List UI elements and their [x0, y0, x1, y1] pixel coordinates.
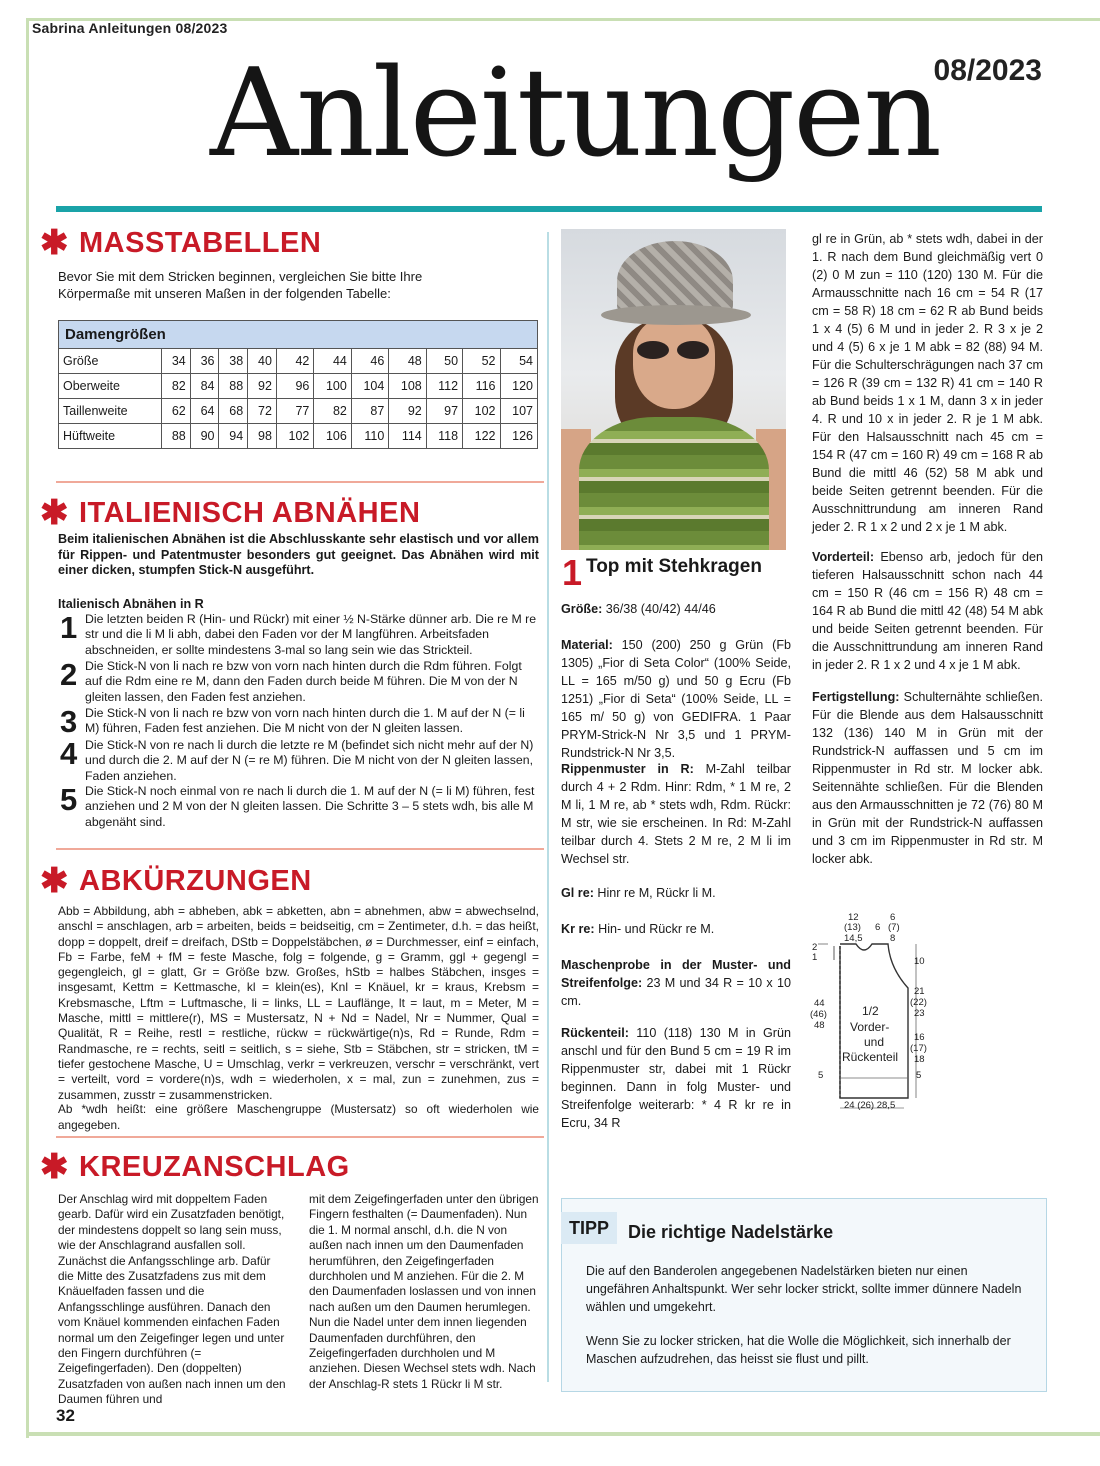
- size-table-cell: 44: [314, 349, 351, 374]
- size-table-cell: 120: [500, 374, 538, 399]
- size-table-cell: 94: [219, 424, 248, 449]
- maschenprobe-text: Maschenprobe in der Muster- und Streifenfolge: 23 M und 34 R = 10 x 10 cm.: [561, 958, 792, 1008]
- size-table-row: [59, 399, 538, 424]
- abnaehen-step: 4 Die Stick-N von re nach li durch die letzte re M (befindet sich nicht mehr auf der N) und durch die 2. M auf der N (= re M) führen. Die M nicht von der N gleiten lassen, Faden anziehen.: [60, 736, 534, 783]
- rueckenteil-continued: gl re in Grün, ab * stets wdh, dabei in der 1. R nach dem Bund gleichmäßig vert 0 (2) 0 M zun = 110 (120) 130 M. Für die Armausschnitte nach 16 cm = 54 R (17 cm = 58 R) 18 cm = 62 R ab Bund beids 1 x 4 (5) 6 M und in jeder 2. R 3 x je 2 und 4 (5) 6 x je 1 M abk = 82 (88) 94 M. Für die Schulterschrägungen nach 37 cm = 126 R (39 cm = 132 R) 41 cm = 140 R ab Bund beids 1 x 1 M, dann 3 x in jeder 4. R und 10 x in jeder 2. R je 1 M abk. Für den Halsausschnitt nach 45 cm = 154 R (47 cm = 160 R) 49 cm = 168 R ab Bund die mittl 46 (52) 58 M abk und beide Seiten getrennt beenden. Für die Ausschnittrundung am inneren Rand jeder 2. R 1 x 2 und 2 x je 1 M abk.: [812, 232, 1044, 534]
- section-title-abkuerzungen: ✱ ABKÜRZUNGEN: [40, 862, 312, 900]
- abnaehen-subhead: Italienisch Abnähen in R: [58, 597, 204, 611]
- size-table-cell: 62: [162, 399, 191, 424]
- size-table-cell: 54: [500, 349, 538, 374]
- size-table-row-label: Taillenweite: [59, 399, 162, 424]
- size-table-cell: 97: [426, 399, 462, 424]
- size-table-cell: 92: [389, 399, 426, 424]
- asterisk-icon: ✱: [40, 862, 69, 900]
- size-table-row: [59, 349, 538, 374]
- title-divider: [56, 206, 1042, 212]
- page-title: Anleitungen: [210, 42, 940, 184]
- size-table-cell: 34: [162, 349, 191, 374]
- size-table-cell: 88: [219, 374, 248, 399]
- abnaehen-step: 3 Die Stick-N von li nach re bzw von vorn nach hinten durch die 1. M auf der N (= li M) führen, Faden fest anziehen. Die M nicht von der N gleiten lassen.: [60, 704, 525, 739]
- size-table-cell: 102: [463, 399, 500, 424]
- size-table-cell: 90: [190, 424, 219, 449]
- kreuzanschlag-col2: mit dem Zeigefingerfaden unter den übrigen Fingern festhalten (= Daumenfaden). Nun die 1. M normal anschl, d.h. die N von außen nach innen um den Daumenfaden herumführen, den Zeigefingerfaden durchholen und M anziehen. Für die 2. M den Daumenfaden loslassen und von innen nach außen um den Daumen herumlegen. Nun die Nadel unter dem innen liegenden Daumenfaden durchführen, den Zeigefingerfaden durchholen und M anziehen. Diesen Wechsel stets wdh. Nach der Anschlag-R stets 1 Rückr li M str.: [309, 1192, 539, 1391]
- size-table-cell: 98: [248, 424, 277, 449]
- size-table-title: Damengrößen: [59, 321, 538, 349]
- size-table-cell: 52: [463, 349, 500, 374]
- issue-label: 08/2023: [933, 54, 1042, 87]
- masstabellen-intro: Bevor Sie mit dem Stricken beginnen, vergleichen Sie bitte Ihre Körpermaße mit unseren Maßen in der folgenden Tabelle:: [58, 269, 423, 301]
- size-table-row: [59, 424, 538, 449]
- asterisk-icon: ✱: [40, 224, 69, 262]
- size-table-cell: 110: [351, 424, 388, 449]
- abnaehen-step: 1 Die letzten beiden R (Hin- und Rückr) mit einer ½ N-Stärke dünner arb. Die re M re str und die li M li abh, dabei den Faden vor der M langführen. Arbeitsfaden abschneiden, er sollte mindestens 3-mal so lang sein wie das Strickteil.: [60, 610, 537, 657]
- size-table-cell: 114: [389, 424, 426, 449]
- section-separator: [56, 481, 544, 483]
- pattern-number: 1: [562, 552, 583, 593]
- abnaehen-step: 5 Die Stick-N noch einmal von re nach li durch die 1. M auf der N (= li M) führen, fest anziehen und 2 M von der N gleiten lassen. Die Schritte 3 – 5 stets wdh, bis alle M abgenäht sind.: [60, 782, 535, 829]
- abkuerzungen-note: Ab *wdh heißt: eine größere Maschengruppe (Mustersatz) so oft wiederholen wie angegeben.: [58, 1102, 539, 1132]
- size-table: [58, 320, 538, 449]
- asterisk-icon: ✱: [40, 494, 69, 532]
- size-table-cell: 118: [426, 424, 462, 449]
- size-table-cell: 92: [248, 374, 277, 399]
- section-separator: [56, 848, 544, 850]
- krre-text: Kr re: Hin- und Rückr re M.: [561, 922, 715, 936]
- size-table-cell: 112: [426, 374, 462, 399]
- size-table-cell: 77: [276, 399, 313, 424]
- groesse-text: Größe: 36/38 (40/42) 44/46: [561, 602, 716, 616]
- size-table-cell: 104: [351, 374, 388, 399]
- size-table-cell: 36: [190, 349, 219, 374]
- size-table-cell: 50: [426, 349, 462, 374]
- size-table-cell: 126: [500, 424, 538, 449]
- size-table-row: [59, 374, 538, 399]
- size-table-cell: 87: [351, 399, 388, 424]
- size-table-cell: 88: [162, 424, 191, 449]
- abnaehen-step: 2 Die Stick-N von li nach re bzw von vorn nach hinten durch die Rdm führen. Folgt auf die Rdm eine re M, dann den Faden durch beide M führen. Die M von der N gleiten lassen, den Faden fest anziehen.: [60, 657, 522, 704]
- size-table-cell: 122: [463, 424, 500, 449]
- running-head: Sabrina Anleitungen 08/2023: [32, 20, 228, 36]
- kreuzanschlag-col1: Der Anschlag wird mit doppeltem Faden gearb. Dafür wird ein Zusatzfaden benötigt, der mindestens doppelt so lang sein muss, wie der Anschlagrand ausfallen soll. Zunächst die Anfangsschlinge arb. Dafür die Mitte des Zusatzfadens zus mit dem Knäuelfaden fassen und die Anfangsschlinge ausführen. Danach den vom Knäuel kommenden einfachen Faden normal um den Zeigefinger legen und unter den Fingern durchführen (= Zeigefingerfaden). Den (doppelten) Zusatzfaden von außen nach innen um den Daumen führen und: [58, 1192, 286, 1407]
- size-table-cell: 82: [314, 399, 351, 424]
- abnaehen-intro: Beim italienischen Abnähen ist die Abschlusskante sehr elastisch und vor allem für Rippen- und Patentmuster besonders gut geeignet. Das Abnähen wird mit einer dicken, stumpfen Stick-N ausgeführt.: [58, 532, 539, 577]
- size-table-cell: 72: [248, 399, 277, 424]
- page-number: 32: [56, 1406, 75, 1425]
- size-table-cell: 108: [389, 374, 426, 399]
- size-table-row-label: Größe: [59, 349, 162, 374]
- size-table-cell: 42: [276, 349, 313, 374]
- size-table-row-label: Hüftweite: [59, 424, 162, 449]
- size-table-cell: 96: [276, 374, 313, 399]
- material-text: Material: 150 (200) 250 g Grün (Fb 1305) „Fior di Seta Color“ (100% Seide, LL = 165 m/50 g) und 50 g Ecru (Fb 1251) „Fior di Seta“ (100% Seide, LL = 165 m/ 50 g) von GEDIFRA. 1 Paar PRYM-Strick-N Nr 3,5 und 1 PRYM-Rundstrick-N Nr 3,5.: [561, 638, 792, 760]
- fertigstellung-text: Fertigstellung: Schulternähte schließen. Für die Blende aus dem Halsausschnitt 132 (136) 140 M in Grün mit der Rundstrick-N auffassen und 5 cm im Rippenmuster in Rd str. M locker abk. Seitennähte schließen. Für die Blenden aus den Armausschnitten je 72 (76) 80 M in Grün mit der Rundstrick-N auffassen und 3 cm im Rippenmuster in Rd str. M locker abk.: [812, 690, 1043, 866]
- section-title-abnaehen: ✱ ITALIENISCH ABNÄHEN: [40, 494, 421, 532]
- size-table-cell: 38: [219, 349, 248, 374]
- size-table-row-label: Oberweite: [59, 374, 162, 399]
- glre-text: Gl re: Hinr re M, Rückr li M.: [561, 886, 716, 900]
- vorderteil-text: Vorderteil: Ebenso arb, jedoch für den tieferen Halsausschnitt schon nach 44 cm = 150 R (46 cm = 156 R) 48 cm = 164 R ab Bund die mittl 42 (48) 54 M abk und beide Seiten getrennt beenden. Für die Ausschnittrundung am inneren Rand in jeder 2. R 1 x 2 und 4 x je 1 M abk.: [812, 550, 1043, 672]
- rueckenteil-text: Rückenteil: 110 (118) 130 M in Grün anschl und für den Bund 5 cm = 19 R im Rippenmuster str, dabei mit 1 Rückr beginnen. Dann in folg Muster- und Streifenfolge weiterarb: * 4 R kr re in Ecru, 34 R: [561, 1026, 792, 1130]
- asterisk-icon: ✱: [40, 1148, 69, 1186]
- model-photo: [561, 229, 786, 550]
- size-table-cell: 64: [190, 399, 219, 424]
- section-title-kreuzanschlag: ✱ KREUZANSCHLAG: [40, 1148, 350, 1186]
- page-frame-bottom: [26, 1432, 1100, 1436]
- size-table-cell: 48: [389, 349, 426, 374]
- size-table-cell: 102: [276, 424, 313, 449]
- size-table-cell: 46: [351, 349, 388, 374]
- section-separator: [56, 1136, 544, 1138]
- rippen-text: Rippenmuster in R: M-Zahl teilbar durch 4 + 2 Rdm. Hinr: Rdm, * 1 M re, 2 M li, 1 M re, ab * stets wdh, Rdm. Rückr: M str, wie sie erscheinen. In Rd: M-Zahl teilbar durch 4. Stets 2 M re, 2 M li im Wechsel str.: [561, 762, 791, 866]
- garment-schematic: 12 (13) 14,5 6 6 (7) 8 2 1 10 44 (46) 48 21 (22) 23 1/2 Vorder- und Rückenteil 16 (17) 18 5 5 24 (26) 28,5: [808, 908, 928, 1113]
- section-title-masstabellen: ✱ MASSTABELLEN: [40, 224, 322, 262]
- size-table-cell: 84: [190, 374, 219, 399]
- size-table-cell: 68: [219, 399, 248, 424]
- tip-title: Die richtige Nadelstärke: [628, 1222, 834, 1242]
- size-table-cell: 107: [500, 399, 538, 424]
- size-table-cell: 106: [314, 424, 351, 449]
- size-table-cell: 116: [463, 374, 500, 399]
- size-table-cell: 100: [314, 374, 351, 399]
- size-table-cell: 82: [162, 374, 191, 399]
- size-table-cell: 40: [248, 349, 277, 374]
- tip-label: TIPP: [561, 1212, 617, 1244]
- tip-body: Die auf den Banderolen angegebenen Nadelstärken bieten nur einen ungefähren Anhaltspunkt. Wer sehr locker strickt, sollte immer dünnere Nadeln wählen und umgekehrt. Wenn Sie zu locker stricken, hat die Wolle die Möglichkeit, sich innerhalb der Maschen aufzudrehen, das heisst sie flust und pillt.: [586, 1264, 1022, 1366]
- abkuerzungen-text: Abb = Abbildung, abh = abheben, abk = abketten, abn = abnehmen, abw = abwechselnd, anschl = anschlagen, arb = arbeiten, beids = beidseitig, cm = Zentimeter, d.h. = das heißt, dopp = doppelt, dreif = dreifach, DStb = Doppelstäbchen, ø = Durchmesser, einf = einfach, Fb = Farbe, feM + fM = feste Masche, folg = folgende, g = Gramm, ggl + gegengl = gegengleich, gl = glatt, Gr = Größe bzw. Großes, hStb = halbes Stäbchen, insges = insgesamt, Kettm = Kettmasche, kl = klein(es), Knl = Knäuel, kr = kraus, Krebsm = Krebsmasche, Lftm = Luftmasche, li = links, LL = Lauflänge, lt = laut, m = Meter, M = Masche, mittl = mittlere(r), MS = Mustersatz, N + Nd = Nadel, Nr = Nummer, Qual = Qualität, R = Reihe, restl = restliche, rückw = rückwärtige(n)s, Rd = Runde, Rdm = Randmasche, re = rechts, seitl = seitlich, s = siehe, Stb = Stäbchen, str = stricken, tM = tiefer gestochene Masche, U = Umschlag, verkr = verkreuzen, verschr = verschränkt, vert = verteilt, vord = vordere(n)s, wdh = wiederholen, x = mal, zun = zunehmen, zus = zusammen, zusstr = zusammenstricken.: [58, 904, 539, 1102]
- pattern-title: Top mit Stehkragen: [586, 556, 762, 577]
- column-divider: [547, 232, 549, 1382]
